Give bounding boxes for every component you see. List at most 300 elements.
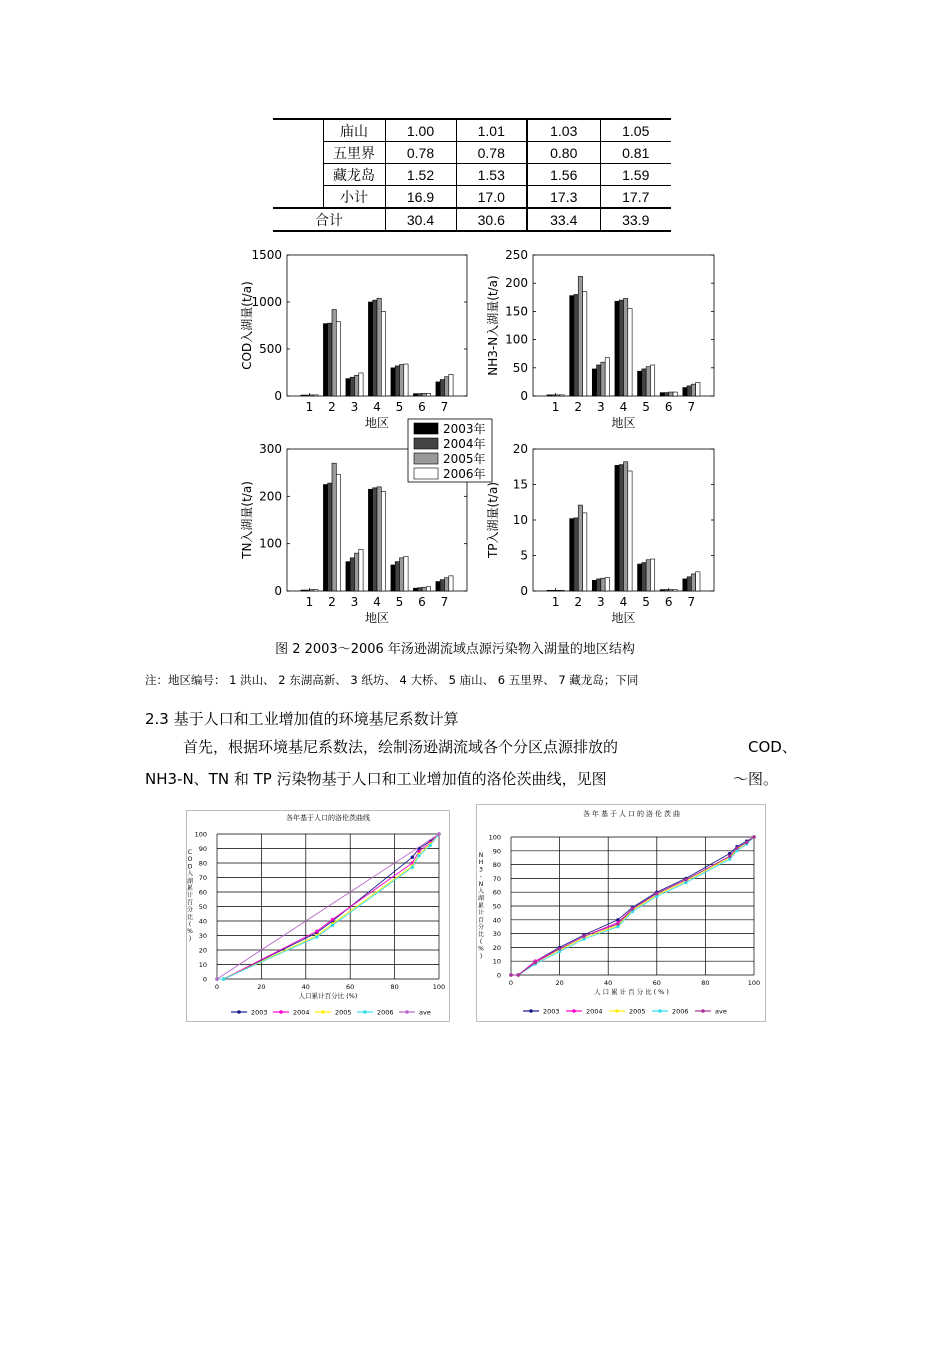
legend-marker [321,1010,325,1014]
bar-cod-2005年-2 [332,310,336,396]
table-cell: 16.9 [385,186,456,209]
bar-nh3-2004年-5 [642,369,646,396]
bar-nh3-2003年-1 [547,395,551,396]
x-tick-label: 3 [350,595,359,609]
paragraph-line-2-end: ～图。 [733,770,779,788]
table-total-cell: 33.4 [527,208,600,231]
x-tick-label: 5 [642,595,650,609]
lorenz-point-2006 [331,924,334,927]
bar-tp-2006年-2 [583,513,587,591]
bar-cod-2004年-4 [373,300,377,396]
paragraph-line-2: NH3-N、TN 和 TP 污染物基于人口和工业增加值的洛伦茨曲线，见图 [145,770,607,788]
bar-nh3-2005年-2 [578,276,582,396]
lorenz-point-ave [582,935,585,938]
chart-frame [187,811,450,1022]
x-tick-label: 20 [257,983,266,991]
bar-tp-2004年-2 [574,518,578,591]
x-tick-label: 3 [350,400,359,414]
table-total-cell: 30.6 [456,208,527,231]
table-cell: 17.3 [527,186,600,209]
legend-marker [615,1009,619,1013]
bar-cod-2003年-4 [368,302,372,396]
bar-cod-2003年-7 [436,382,440,396]
figure-note: 注：地区编号： 1 洪山、 2 东湖高新、 3 纸坊、 4 大桥、 5 庙山、 6 五里界、 7 藏龙岛；下同 [145,673,639,687]
bar-tp-2003年-3 [592,580,596,591]
x-tick-label: 2 [328,400,336,414]
bar-tp-2005年-1 [556,590,560,591]
lorenz-point-2004 [331,918,334,921]
bar-tn-2004年-3 [350,558,354,591]
bar-tn-2005年-2 [332,463,336,591]
x-axis-label: 人口累计百分比(%) [594,988,671,996]
x-tick-label: 100 [747,979,761,987]
legend-swatch [414,438,438,449]
bar-cod-2004年-2 [328,323,332,396]
y-tick-label: 20 [198,946,207,955]
x-tick-label: 4 [373,400,381,414]
bar-tp-2003年-7 [683,579,687,591]
lorenz-point-ave [745,841,748,844]
y-tick-label: 50 [492,902,501,911]
legend-marker [572,1009,576,1013]
bar-cod-2006年-7 [449,374,453,396]
legend-label: 2005 [629,1007,646,1016]
x-tick-label: 4 [619,595,628,609]
bar-cod-2006年-3 [359,373,363,396]
legend-label: 2005年 [443,452,486,466]
x-tick-label: 3 [597,595,605,609]
x-tick-label: 7 [440,400,449,414]
x-tick-label: 20 [555,979,564,987]
bar-tp-2006年-7 [696,572,700,591]
legend-swatch [414,423,438,434]
x-tick-label: 6 [664,400,673,414]
paragraph-line-1-end: COD、 [748,738,797,756]
bar-tp-2006年-3 [605,578,609,591]
table-total-cell: 33.9 [600,208,671,231]
bar-tn-2006年-5 [404,556,408,591]
x-tick-label: 6 [418,400,426,414]
table-total-label: 合计 [273,208,385,231]
bar-nh3-2005年-4 [624,298,628,396]
table-region-name: 藏龙岛 [323,164,385,186]
y-tick-label: 5 [520,548,528,563]
bar-tn-2006年-1 [314,590,318,591]
y-tick-label: 90 [198,845,207,853]
bar-tp-2006年-1 [560,590,564,591]
bar-cod-2006年-6 [426,393,430,396]
x-tick-label: 7 [687,400,696,414]
y-tick-label: 150 [505,304,528,319]
table-row [273,142,671,164]
bar-tn-2004年-4 [373,488,377,591]
bar-nh3-2006年-6 [673,392,677,396]
lorenz-chart-nh3 [476,804,766,1022]
bar-tp-2004年-7 [687,577,691,591]
bar-nh3-2004年-7 [687,386,691,396]
bar-tn-2004年-5 [395,562,399,591]
table-cell: 17.0 [456,186,527,209]
bar-cod-2005年-1 [310,395,314,396]
lorenz-point-ave [684,878,687,881]
y-tick-label: 500 [259,342,282,356]
y-tick-label: 40 [492,916,501,925]
bar-tp-2006年-4 [628,471,632,591]
bar-tn-2003年-4 [368,489,372,591]
lorenz-point-ave [509,973,512,976]
y-tick-label: 10 [512,513,528,527]
x-tick-label: 2 [574,400,583,414]
y-tick-label: 90 [492,847,501,856]
bar-tn-2003年-3 [346,562,350,591]
lorenz-point-ave [752,835,755,838]
y-tick-label: 100 [194,830,207,839]
x-tick-label: 1 [551,595,560,609]
legend-label: 2004年 [443,437,486,451]
table-cell: 1.03 [527,119,600,142]
table-cell: 1.53 [456,164,527,186]
table-cell: 1.05 [600,119,671,142]
legend-label: 2005 [335,1008,352,1017]
y-tick-label: 1000 [251,295,282,309]
bar-tp-2006年-6 [673,590,677,591]
bar-chart-tp [485,442,714,625]
paragraph-line-1: 首先，根据环境基尼系数法，绘制汤逊湖流域各个分区点源排放的 [183,738,619,756]
bar-charts-figure [215,240,735,630]
chart-title: 各年基于人口的洛伦茨曲线 [286,814,370,822]
bar-nh3-2004年-3 [597,365,601,396]
y-axis-label: TN入湖量(t/a) [240,481,254,559]
bar-tp-2003年-6 [660,590,664,591]
legend-label: 2006 [672,1007,689,1016]
lorenz-point-ave [616,922,619,925]
y-tick-label: 0 [274,584,282,598]
lorenz-point-2006 [417,854,420,857]
bar-tn-2005年-5 [400,558,404,591]
legend-label: ave [715,1007,727,1016]
y-tick-label: 50 [198,903,207,911]
legend-label: 2003 [251,1008,268,1017]
y-axis-label: TP入湖量(t/a) [486,481,500,559]
legend-label: 2003 [543,1007,560,1016]
bar-nh3-2005年-3 [601,362,605,396]
bar-cod-2003年-2 [323,324,327,396]
bar-tn-2004年-6 [418,588,422,591]
bar-tn-2005年-7 [445,578,449,591]
bar-cod-2004年-7 [440,380,444,396]
y-tick-label: 60 [492,888,501,897]
x-tick-label: 7 [687,595,696,609]
y-axis-label: COD入湖量(t/a) [240,281,254,370]
bar-cod-2005年-3 [355,375,359,396]
x-tick-label: 5 [395,595,404,609]
x-tick-label: 0 [508,979,514,987]
y-axis-label: C O D 入湖累计百分比( % ) [186,849,194,943]
y-tick-label: 1500 [251,248,282,262]
legend-marker [363,1010,367,1014]
y-tick-label: 100 [505,332,528,347]
table-row [273,119,671,142]
bar-tn-2004年-1 [305,590,309,591]
bar-nh3-2006年-1 [560,395,564,396]
legend-marker [279,1010,283,1014]
legend-marker [658,1009,662,1013]
x-tick-label: 80 [390,983,399,991]
bar-nh3-2003年-5 [638,371,642,396]
x-tick-label: 3 [597,400,605,414]
lorenz-point-ave [735,846,738,849]
table-region-name: 五里界 [323,142,385,164]
bar-cod-2006年-2 [336,322,340,396]
lorenz-point-2006 [411,866,414,869]
x-axis-label: 地区 [364,416,390,430]
bar-tn-2006年-4 [381,492,385,591]
lorenz-point-2004 [315,929,318,932]
x-tick-label: 1 [305,400,314,414]
y-tick-label: 10 [492,957,501,966]
bar-tp-2004年-5 [642,563,646,591]
bar-nh3-2006年-2 [583,292,587,396]
x-axis-label: 地区 [364,611,390,625]
x-tick-label: 5 [642,400,650,414]
y-tick-label: 80 [198,859,207,868]
legend-label: 2004 [293,1008,310,1017]
lorenz-point-2006 [222,977,225,980]
y-tick-label: 10 [198,961,207,969]
bar-nh3-2003年-2 [570,296,574,396]
bar-cod-2003年-6 [413,394,417,396]
x-tick-label: 6 [418,595,426,609]
x-tick-label: 1 [551,400,560,414]
bar-nh3-2004年-1 [551,395,555,396]
x-tick-label: 60 [346,983,355,991]
table-cell: 1.00 [385,119,456,142]
x-tick-label: 40 [301,983,310,991]
bar-cod-2006年-1 [314,395,318,396]
legend-swatch [414,453,438,464]
bar-nh3-2003年-7 [683,388,687,396]
bar-tp-2005年-7 [691,574,695,591]
y-axis-label: N H 3 -N 入湖累计百分比( % ) [477,852,485,960]
lorenz-point-ave [437,832,440,835]
bar-cod-2003年-5 [391,368,395,396]
bar-tn-2003年-7 [436,582,440,591]
bar-tn-2006年-6 [426,587,430,591]
bar-cod-2005年-4 [377,298,381,396]
bar-nh3-2005年-1 [556,395,560,396]
bar-nh3-2003年-6 [660,393,664,396]
legend-label: 2003年 [443,422,486,436]
table-total-cell: 30.4 [385,208,456,231]
y-tick-label: 0 [274,389,282,403]
bar-tn-2005年-1 [310,590,314,591]
y-tick-label: 0 [520,389,528,403]
bar-nh3-2006年-4 [628,309,632,396]
legend-label: 2006年 [443,467,486,481]
bar-tn-2003年-6 [413,588,417,591]
bar-tp-2003年-2 [570,519,574,591]
lorenz-point-ave [215,977,218,980]
y-tick-label: 80 [492,861,501,870]
bar-nh3-2003年-3 [592,369,596,396]
y-axis-label: NH3-N入湖量(t/a) [486,275,500,376]
bar-tn-2003年-1 [301,590,305,591]
bar-tn-2003年-5 [391,565,395,591]
x-tick-label: 2 [574,595,583,609]
lorenz-point-2003 [411,856,414,859]
y-tick-label: 0 [202,975,207,984]
y-tick-label: 15 [512,477,528,492]
table-cell: 0.81 [600,142,671,164]
x-tick-label: 40 [604,979,613,987]
bar-cod-2005年-6 [422,393,426,396]
bar-nh3-2004年-4 [619,300,623,396]
bar-cod-2005年-7 [445,377,449,396]
bar-nh3-2003年-4 [615,301,619,396]
bar-nh3-2005年-5 [646,367,650,396]
lorenz-point-2006 [315,935,318,938]
bar-tn-2005年-6 [422,587,426,591]
bar-tn-2005年-4 [377,487,381,591]
figure-caption: 图 2 2003～2006 年汤逊湖流域点源污染物入湖量的地区结构 [275,642,635,657]
lorenz-point-ave [631,907,634,910]
bar-chart-cod [239,248,467,430]
y-tick-label: 30 [492,930,501,939]
bar-tn-2006年-2 [336,475,340,591]
x-tick-label: 2 [328,595,336,609]
y-tick-label: 40 [198,917,207,926]
legend-marker [405,1010,409,1014]
x-tick-label: 80 [701,979,710,987]
table-cell: 0.78 [385,142,456,164]
table-cell: 1.56 [527,164,600,186]
y-tick-label: 100 [488,833,501,842]
bar-tp-2005年-3 [601,578,605,591]
bar-cod-2006年-5 [404,364,408,396]
x-tick-label: 5 [395,400,404,414]
bar-nh3-2005年-6 [669,392,673,396]
x-axis-label: 地区 [611,416,636,430]
bar-cod-2004年-1 [305,395,309,396]
legend-swatch [414,468,438,479]
y-tick-label: 30 [198,932,207,940]
bar-nh3-2006年-5 [650,365,654,396]
bar-tn-2006年-7 [449,576,453,591]
bar-cod-2004年-5 [395,366,399,396]
bar-cod-2003年-1 [301,395,305,396]
bar-tp-2004年-6 [664,590,668,591]
table-cell: 1.01 [456,119,527,142]
table-row [273,186,671,209]
y-tick-label: 50 [512,360,528,375]
bar-tn-2003年-2 [323,485,327,592]
bar-tp-2003年-4 [615,465,619,591]
bar-nh3-2006年-7 [696,382,700,396]
chart-title: 各年基于人口的洛伦茨曲 [583,810,682,818]
table-cell: 0.78 [456,142,527,164]
x-axis-label: 地区 [611,611,636,625]
bar-tn-2005年-3 [355,553,359,591]
table-region-name: 小计 [323,186,385,209]
bar-tp-2005年-5 [646,560,650,591]
x-tick-label: 60 [652,979,661,987]
table-region-name: 庙山 [323,119,385,142]
bar-tp-2005年-2 [578,505,582,591]
x-tick-label: 1 [305,595,314,609]
bar-cod-2003年-3 [346,379,350,396]
x-tick-label: 100 [432,983,446,991]
x-tick-label: 6 [664,595,673,609]
lorenz-chart-cod [186,810,450,1022]
bar-tn-2004年-7 [440,580,444,591]
x-tick-label: 4 [373,595,381,609]
bar-nh3-2005年-7 [691,384,695,396]
table-cell: 0.80 [527,142,600,164]
bar-cod-2006年-4 [381,311,385,396]
table-cell: 1.59 [600,164,671,186]
legend-label: 2004 [586,1007,603,1016]
bar-nh3-2004年-2 [574,294,578,396]
bar-tn-2006年-3 [359,549,363,591]
x-tick-label: 0 [214,983,220,991]
bar-tp-2006年-5 [650,559,654,591]
bar-tp-2003年-5 [638,564,642,591]
legend-marker [529,1009,533,1013]
lorenz-point-ave [728,855,731,858]
y-tick-label: 20 [512,442,528,456]
y-tick-label: 300 [259,442,282,456]
x-tick-label: 7 [440,595,449,609]
y-tick-label: 250 [505,248,528,262]
legend-marker [701,1009,705,1013]
y-tick-label: 0 [496,971,501,980]
emission-table [273,118,671,232]
bar-tn-2004年-2 [328,483,332,591]
x-tick-label: 4 [619,400,628,414]
bar-chart-legend [408,419,492,482]
legend-label: 2006 [377,1008,394,1017]
lorenz-point-ave [517,973,520,976]
y-tick-label: 200 [505,276,528,291]
bar-tp-2005年-4 [624,462,628,591]
y-tick-label: 60 [198,888,207,897]
table-total-row [273,208,671,231]
x-axis-label: 人口累计百分比 (%) [298,992,358,1000]
y-tick-label: 20 [492,943,501,952]
y-tick-label: 70 [198,874,207,882]
table-cell: 1.52 [385,164,456,186]
lorenz-point-ave [558,947,561,950]
bar-cod-2005年-5 [400,365,404,396]
bar-nh3-2006年-3 [605,358,609,396]
bar-tp-2004年-1 [551,590,555,591]
bar-cod-2004年-6 [418,394,422,396]
bar-tp-2004年-3 [597,579,601,591]
table-row [273,164,671,186]
lorenz-point-2004 [417,850,420,853]
bar-nh3-2004年-6 [664,393,668,396]
lorenz-point-ave [534,961,537,964]
bar-tp-2003年-1 [547,590,551,591]
section-heading: 2.3 基于人口和工业增加值的环境基尼系数计算 [145,710,459,728]
y-tick-label: 70 [492,874,501,883]
y-tick-label: 0 [520,584,528,598]
bar-cod-2004年-3 [350,377,354,396]
table-cell: 17.7 [600,186,671,209]
y-tick-label: 200 [259,489,282,504]
bar-chart-nh3 [485,248,714,430]
legend-label: ave [419,1008,431,1017]
